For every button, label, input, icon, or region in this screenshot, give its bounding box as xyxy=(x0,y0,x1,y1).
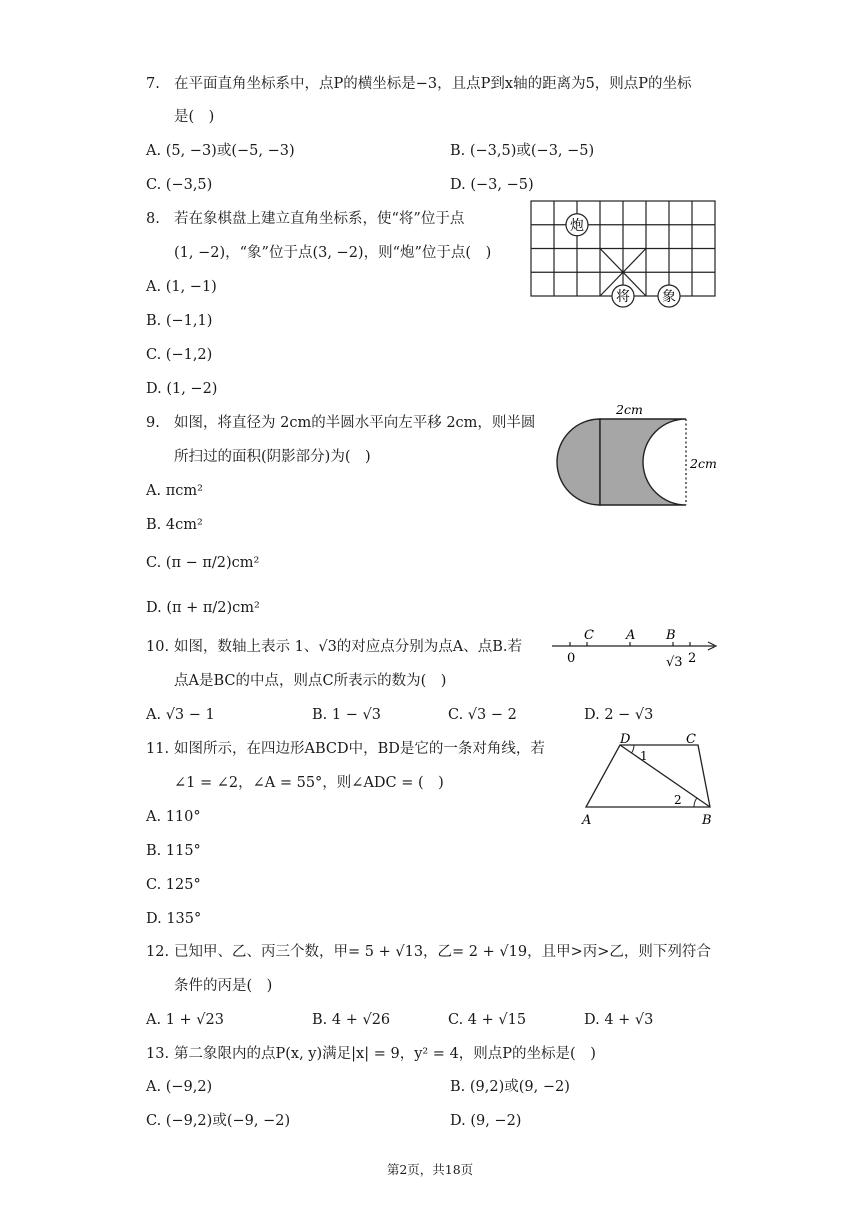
q12-option-d: D. 4 + √3 xyxy=(584,1012,654,1028)
q9-option-a: A. πcm² xyxy=(146,483,203,499)
quadrilateral-abcd-figure xyxy=(578,728,720,828)
q7-option-d: D. (−3, −5) xyxy=(450,177,534,193)
q10-stem-line2: 点A是BC的中点，则点C所表示的数为( ) xyxy=(174,673,447,689)
q11-option-a: A. 110° xyxy=(146,809,201,825)
q10-option-a: A. √3 − 1 xyxy=(146,707,215,723)
q12-number: 12. xyxy=(146,944,170,960)
zero-label: 0 xyxy=(567,651,576,666)
angle-2-label: 2 xyxy=(674,793,682,807)
vertex-a-label: A xyxy=(582,813,592,828)
q11-number: 11. xyxy=(146,741,170,757)
q11-stem-line1: 如图所示，在四边形ABCD中，BD是它的一条对角线，若 xyxy=(174,741,545,757)
q10-number: 10. xyxy=(146,639,170,655)
q10-option-b: B. 1 − √3 xyxy=(312,707,381,723)
q13-option-d: D. (9, −2) xyxy=(450,1113,522,1129)
q10-option-c: C. √3 − 2 xyxy=(448,707,517,723)
q7-option-c: C. (−3,5) xyxy=(146,177,213,193)
page-footer: 第2页，共18页 xyxy=(386,1162,474,1177)
q7-stem-line1: 在平面直角坐标系中，点P的横坐标是−3，且点P到x轴的距离为5，则点P的坐标 xyxy=(174,76,692,92)
q12-option-c: C. 4 + √15 xyxy=(448,1012,527,1028)
label-top-2cm: 2cm xyxy=(616,402,643,417)
svg-text:将: 将 xyxy=(616,289,630,305)
label-right-2cm: 2cm xyxy=(690,456,717,471)
q8-stem-line1: 若在象棋盘上建立直角坐标系，使“将”位于点 xyxy=(174,211,465,227)
q9-option-b: B. 4cm² xyxy=(146,517,203,533)
number-line-figure xyxy=(548,624,720,674)
q9-stem-line1: 如图，将直径为 2cm的半圆水平向左平移 2cm，则半圆 xyxy=(174,415,536,431)
two-label: 2 xyxy=(688,651,697,666)
jiang-piece xyxy=(612,285,634,307)
q7-option-a: A. (5, −3)或(−5, −3) xyxy=(146,143,295,159)
q13-option-b: B. (9,2)或(9, −2) xyxy=(450,1079,570,1095)
q9-option-c: C. (π − π/2)cm² xyxy=(146,555,260,571)
q12-option-a: A. 1 + √23 xyxy=(146,1012,224,1028)
q9-number: 9. xyxy=(146,415,160,431)
chessboard-figure xyxy=(528,198,718,312)
vertex-c-label: C xyxy=(686,732,696,747)
q13-number: 13. xyxy=(146,1046,170,1062)
q11-stem-line2: ∠1 = ∠2，∠A = 55°，则∠ADC = ( ) xyxy=(174,775,444,791)
q8-number: 8. xyxy=(146,211,160,227)
q8-stem-line2: (1, −2)，“象”位于点(3, −2)，则“炮”位于点( ) xyxy=(174,245,492,261)
q10-stem-line1: 如图，数轴上表示 1、√3的对应点分别为点A、点B.若 xyxy=(174,639,523,655)
point-a-label: A xyxy=(626,628,636,643)
q13-option-a: A. (−9,2) xyxy=(146,1079,213,1095)
q12-stem-line2: 条件的丙是( ) xyxy=(174,978,273,994)
vertex-d-label: D xyxy=(620,732,631,747)
pao-piece xyxy=(566,214,588,236)
q8-option-c: C. (−1,2) xyxy=(146,347,213,363)
q8-option-a: A. (1, −1) xyxy=(146,279,217,295)
q9-stem-line2: 所扫过的面积(阴影部分)为( ) xyxy=(174,449,371,465)
svg-text:炮: 炮 xyxy=(570,218,584,234)
q11-option-b: B. 115° xyxy=(146,843,201,859)
q12-stem-line1: 已知甲、乙、丙三个数，甲= 5 + √13，乙= 2 + √19，且甲>丙>乙，则下列符合 xyxy=(174,944,711,960)
q7-number: 7. xyxy=(146,76,160,92)
q9-option-d: D. (π + π/2)cm² xyxy=(146,600,260,616)
q8-option-d: D. (1, −2) xyxy=(146,381,218,397)
svg-text:象: 象 xyxy=(662,289,676,305)
q8-option-b: B. (−1,1) xyxy=(146,313,213,329)
q7-stem-line2: 是( ) xyxy=(174,109,215,125)
q13-option-c: C. (−9,2)或(−9, −2) xyxy=(146,1113,291,1129)
q12-option-b: B. 4 + √26 xyxy=(312,1012,391,1028)
point-c-label: C xyxy=(584,628,594,643)
vertex-b-label: B xyxy=(702,813,712,828)
semicircle-translation-figure xyxy=(552,398,722,514)
angle-1-label: 1 xyxy=(640,749,648,763)
q11-option-c: C. 125° xyxy=(146,877,201,893)
point-b-label: B xyxy=(666,628,676,643)
xiang-piece xyxy=(658,285,680,307)
sqrt3-label: √3 xyxy=(666,655,683,670)
q10-option-d: D. 2 − √3 xyxy=(584,707,654,723)
q11-option-d: D. 135° xyxy=(146,911,202,927)
q13-stem-line1: 第二象限内的点P(x, y)满足|x| = 9，y² = 4，则点P的坐标是( ) xyxy=(174,1046,596,1062)
q7-option-b: B. (−3,5)或(−3, −5) xyxy=(450,143,595,159)
